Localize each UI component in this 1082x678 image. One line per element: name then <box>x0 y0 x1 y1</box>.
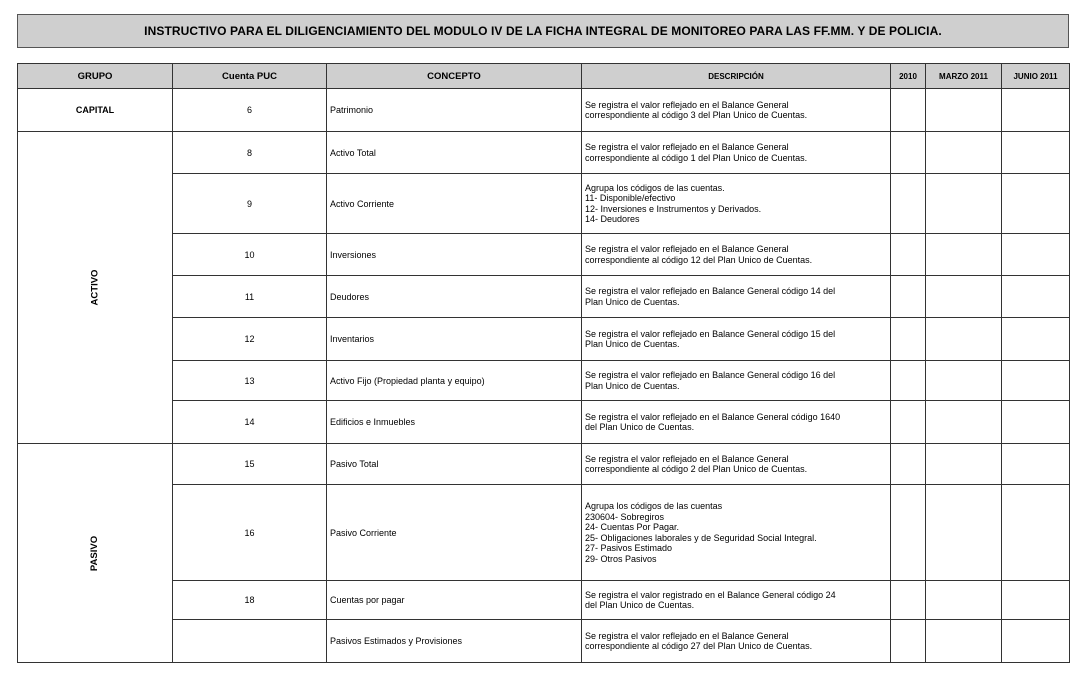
descripcion-cell <box>582 444 891 485</box>
value-2010-cell <box>891 276 926 318</box>
value-2010-cell <box>891 361 926 401</box>
descripcion-line: correspondiente al código 1 del Plan Unico de Cuentas. <box>585 152 808 163</box>
cuenta-puc-cell: 14 <box>173 401 327 444</box>
concepto-cell: Activo Total <box>327 132 582 174</box>
value-2010-cell <box>891 174 926 234</box>
group-pasivo <box>18 444 173 663</box>
descripcion-cell <box>582 174 891 234</box>
value-marzo-2011-cell <box>926 444 1002 485</box>
table-row <box>18 581 1070 620</box>
descripcion-line: Plan Unico de Cuentas. <box>585 339 680 349</box>
descripcion-cell <box>582 401 891 444</box>
concepto-cell: Cuentas por pagar <box>327 581 582 620</box>
table-row <box>18 401 1070 444</box>
descripcion-line: del Plan Unico de Cuentas. <box>585 600 695 610</box>
table-row <box>18 276 1070 318</box>
descripcion-line: Se registra el valor reflejado en Balance General código 16 del <box>585 370 836 380</box>
descripcion-line: del Plan Unico de Cuentas. <box>585 422 695 432</box>
table-row <box>18 174 1070 234</box>
value-junio-2011-cell <box>1002 581 1070 620</box>
value-marzo-2011-cell <box>926 132 1002 174</box>
descripcion-line: Agrupa los códigos de las cuentas. <box>585 182 725 193</box>
value-junio-2011-cell <box>1002 276 1070 318</box>
value-marzo-2011-cell <box>926 401 1002 444</box>
descripcion-line: Se registra el valor reflejado en Balance General código 15 del <box>585 328 836 339</box>
concepto-cell: Edificios e Inmuebles <box>327 401 582 444</box>
concepto-cell: Deudores <box>327 276 582 318</box>
value-junio-2011-cell <box>1002 234 1070 276</box>
concepto-cell: Inversiones <box>327 234 582 276</box>
value-junio-2011-cell <box>1002 174 1070 234</box>
descripcion-line: correspondiente al código 2 del Plan Unico de Cuentas. <box>585 464 808 474</box>
descripcion-line: Se registra el valor reflejado en el Balance General <box>585 244 789 254</box>
descripcion-line: Se registra el valor reflejado en Balance General código 14 del <box>585 286 836 296</box>
table-row <box>18 132 1070 174</box>
cuenta-puc-cell: 6 <box>173 89 327 132</box>
value-marzo-2011-cell <box>926 581 1002 620</box>
value-marzo-2011-cell <box>926 318 1002 361</box>
value-2010-cell <box>891 581 926 620</box>
value-junio-2011-cell <box>1002 620 1070 663</box>
value-junio-2011-cell <box>1002 401 1070 444</box>
descripcion-cell <box>582 276 891 318</box>
value-2010-cell <box>891 401 926 444</box>
descripcion-cell <box>582 234 891 276</box>
descripcion-line: 27- Pasivos Estimado <box>585 543 673 553</box>
descripcion-cell <box>582 581 891 620</box>
descripcion-cell <box>582 620 891 663</box>
descripcion-line: 29- Otros Pasivos <box>585 553 657 564</box>
cuenta-puc-cell: 8 <box>173 132 327 174</box>
table-row <box>18 444 1070 485</box>
concepto-cell: Patrimonio <box>327 89 582 132</box>
value-2010-cell <box>891 620 926 663</box>
descripcion-cell <box>582 132 891 174</box>
concepto-cell: Inventarios <box>327 318 582 361</box>
cuenta-puc-cell: 18 <box>173 581 327 620</box>
cuenta-puc-cell: 16 <box>173 485 327 581</box>
concepto-cell: Activo Fijo (Propiedad planta y equipo) <box>327 361 582 401</box>
descripcion-line: Se registra el valor reflejado en el Balance General código 1640 <box>585 411 841 422</box>
value-junio-2011-cell <box>1002 485 1070 581</box>
concepto-cell: Pasivo Total <box>327 444 582 485</box>
descripcion-line: Se registra el valor reflejado en el Balance General <box>585 142 789 152</box>
table-row <box>18 485 1070 581</box>
cuenta-puc-cell: 11 <box>173 276 327 318</box>
header-grupo: GRUPO <box>18 64 173 89</box>
descripcion-cell <box>582 318 891 361</box>
descripcion-line: Agrupa los códigos de las cuentas <box>585 501 723 511</box>
descripcion-line: 25- Obligaciones laborales y de Seguridad Social Integral. <box>585 532 817 543</box>
value-2010-cell <box>891 234 926 276</box>
descripcion-cell <box>582 89 891 132</box>
descripcion-line: 14- Deudores <box>585 214 640 224</box>
value-2010-cell <box>891 89 926 132</box>
group-activo-label: ACTIVO <box>89 269 101 306</box>
value-marzo-2011-cell <box>926 174 1002 234</box>
descripcion-line: 24- Cuentas Por Pagar. <box>585 522 680 532</box>
document-title: INSTRUCTIVO PARA EL DILIGENCIAMIENTO DEL MODULO IV DE LA FICHA INTEGRAL DE MONITOREO PARA LAS FF.MM. Y DE POLICIA. <box>17 14 1069 48</box>
cuenta-puc-cell: 9 <box>173 174 327 234</box>
header-descripcion: DESCRIPCIÓN <box>582 64 891 89</box>
concepto-cell: Activo Corriente <box>327 174 582 234</box>
descripcion-line: correspondiente al código 27 del Plan Unico de Cuentas. <box>585 641 813 651</box>
header-junio-2011: JUNIO 2011 <box>1002 64 1070 89</box>
descripcion-cell <box>582 361 891 401</box>
value-marzo-2011-cell <box>926 620 1002 663</box>
descripcion-line: 12- Inversiones e Instrumentos y Derivados. <box>585 203 762 214</box>
cuenta-puc-cell: 10 <box>173 234 327 276</box>
table-row <box>18 318 1070 361</box>
descripcion-line: correspondiente al código 12 del Plan Unico de Cuentas. <box>585 254 813 265</box>
value-junio-2011-cell <box>1002 132 1070 174</box>
header-2010: 2010 <box>891 64 926 89</box>
descripcion-line: 11- Disponible/efectivo <box>585 193 676 203</box>
value-marzo-2011-cell <box>926 485 1002 581</box>
value-marzo-2011-cell <box>926 361 1002 401</box>
value-marzo-2011-cell <box>926 276 1002 318</box>
group-pasivo-label: PASIVO <box>89 535 101 571</box>
value-junio-2011-cell <box>1002 361 1070 401</box>
value-2010-cell <box>891 318 926 361</box>
table-row <box>18 234 1070 276</box>
value-2010-cell <box>891 485 926 581</box>
descripcion-line: Plan Unico de Cuentas. <box>585 380 680 391</box>
descripcion-line: Se registra el valor reflejado en el Balance General <box>585 99 789 110</box>
descripcion-line: Se registra el valor reflejado en el Balance General <box>585 630 789 641</box>
cuenta-puc-cell: 12 <box>173 318 327 361</box>
cuenta-puc-cell: 13 <box>173 361 327 401</box>
value-marzo-2011-cell <box>926 234 1002 276</box>
descripcion-line: correspondiente al código 3 del Plan Unico de Cuentas. <box>585 110 808 120</box>
cuenta-puc-cell <box>173 620 327 663</box>
table-row <box>18 620 1070 663</box>
descripcion-line: Plan Unico de Cuentas. <box>585 296 680 307</box>
group-capital: CAPITAL <box>18 89 173 132</box>
descripcion-line: 230604- Sobregiros <box>585 511 665 522</box>
table-row <box>18 89 1070 132</box>
descripcion-cell <box>582 485 891 581</box>
value-2010-cell <box>891 444 926 485</box>
group-activo <box>18 132 173 444</box>
cuenta-puc-cell: 15 <box>173 444 327 485</box>
header-row <box>18 64 1070 89</box>
table-row <box>18 361 1070 401</box>
value-2010-cell <box>891 132 926 174</box>
concepto-cell: Pasivo Corriente <box>327 485 582 581</box>
descripcion-line: Se registra el valor registrado en el Balance General código 24 <box>585 589 836 600</box>
instructions-table <box>17 63 1070 663</box>
concepto-cell: Pasivos Estimados y Provisiones <box>327 620 582 663</box>
header-concepto: CONCEPTO <box>327 64 582 89</box>
descripcion-line: Se registra el valor reflejado en el Balance General <box>585 453 789 464</box>
value-junio-2011-cell <box>1002 444 1070 485</box>
header-marzo-2011: MARZO 2011 <box>926 64 1002 89</box>
value-marzo-2011-cell <box>926 89 1002 132</box>
header-cuenta: Cuenta PUC <box>173 64 327 89</box>
value-junio-2011-cell <box>1002 89 1070 132</box>
value-junio-2011-cell <box>1002 318 1070 361</box>
